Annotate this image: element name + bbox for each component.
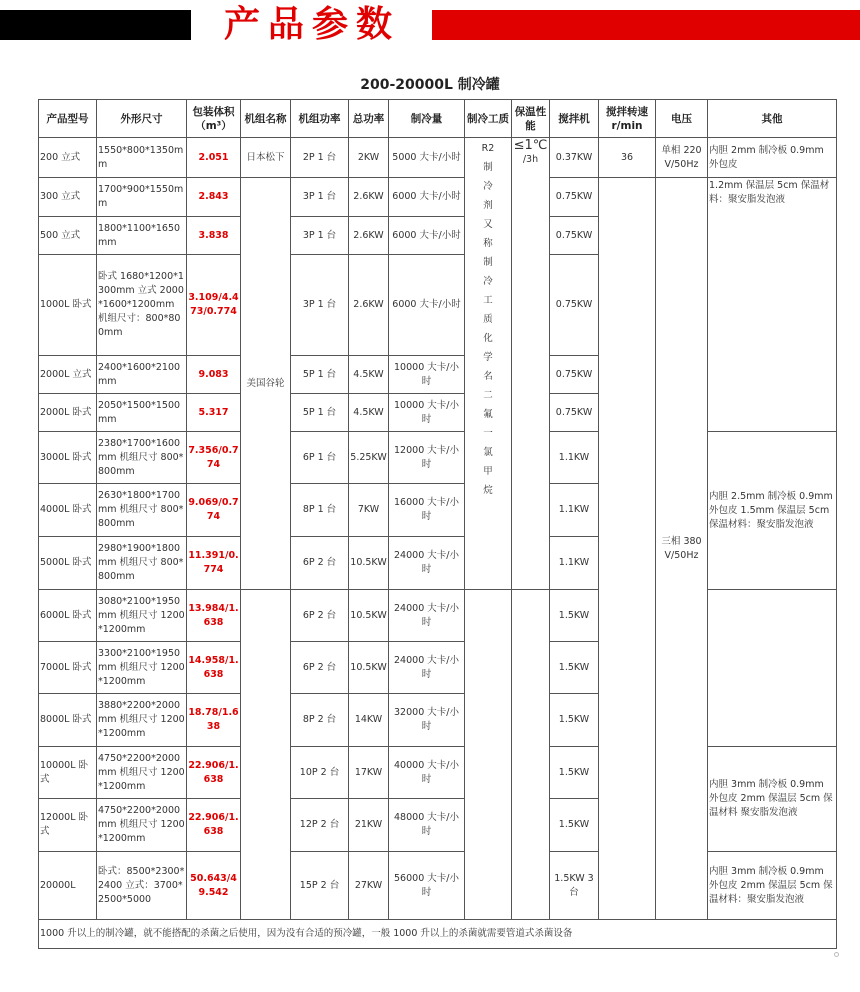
cell-mixer: 1.5KW [550,694,599,747]
cell-power: 3P 1 台 [291,255,349,356]
refrigerant-text: R2 制 冷 剂 又 称 制 冷 工 质 化 学 名 二 氟 一 氯 甲 烷 [481,143,495,496]
col-header-size: 外形尺寸 [97,100,187,138]
cell-mixer: 1.5KW [550,747,599,799]
cell-model: 6000L 卧式 [39,590,97,642]
cell-volume: 7.356/0.774 [187,432,241,484]
cell-mixer: 1.1KW [550,432,599,484]
cell-speed: 36 [599,138,656,178]
cell-volume: 50.643/49.542 [187,852,241,920]
cell-power: 5P 1 台 [291,394,349,432]
table-title: 200-20000L 制冷罐 [360,77,500,93]
cell-mixer: 0.75KW [550,356,599,394]
cell-mixer: 1.1KW [550,537,599,590]
cell-size: 1800*1100*1650mm [97,217,187,255]
cell-cooling: 24000 大卡/小时 [389,590,465,642]
cell-total: 27KW [349,852,389,920]
cell-power: 6P 2 台 [291,642,349,694]
cell-volume: 5.317 [187,394,241,432]
cell-mixer: 0.75KW [550,394,599,432]
col-header-voltage: 电压 [656,100,708,138]
cell-volume: 11.391/0.774 [187,537,241,590]
cell-other-5: 内胆 3mm 制冷板 0.9mm 外包皮 2mm 保温层 5cm 保温材料：聚安脂发泡液 [708,852,837,920]
cell-total: 2KW [349,138,389,178]
cell-model: 12000L 卧式 [39,799,97,852]
cell-cooling: 24000 大卡/小时 [389,537,465,590]
cell-volume: 2.051 [187,138,241,178]
table-row [39,138,837,178]
cell-unit-copeland: 美国谷轮 [241,178,291,590]
cell-total: 14KW [349,694,389,747]
cell-refrigerant [465,138,512,590]
cell-total: 2.6KW [349,178,389,217]
table-note: 1000 升以上的制冷罐，就不能搭配的杀菌之后使用，因为没有合适的预冷罐，一般 1000 升以上的杀菌就需要管道式杀菌设备 [39,920,837,949]
cell-power: 12P 2 台 [291,799,349,852]
cell-voltage-single: 单相 220V/50Hz [656,138,708,178]
cell-model: 2000L 立式 [39,356,97,394]
cell-mixer: 0.37KW [550,138,599,178]
cell-mixer: 1.5KW [550,642,599,694]
cell-cooling: 24000 大卡/小时 [389,642,465,694]
col-header-mixer: 搅拌机 [550,100,599,138]
cell-volume: 18.78/1.638 [187,694,241,747]
col-header-speed: 搅拌转速 r/min [599,100,656,138]
table-row [39,432,837,484]
cell-total: 10.5KW [349,590,389,642]
cell-model: 5000L 卧式 [39,537,97,590]
cell-voltage-three: 三相 380V/50Hz [656,178,708,920]
cell-cooling: 40000 大卡/小时 [389,747,465,799]
cell-total: 7KW [349,484,389,537]
cell-total: 10.5KW [349,537,389,590]
table-row [39,747,837,799]
table-row [39,852,837,920]
cell-volume: 3.109/4.473/0.774 [187,255,241,356]
cell-mixer: 1.5KW [550,590,599,642]
cell-size: 卧式：8500*2300*2400 立式：3700*2500*5000 [97,852,187,920]
cell-model: 4000L 卧式 [39,484,97,537]
cell-mixer: 1.1KW [550,484,599,537]
cell-speed-empty [599,178,656,920]
cell-power: 8P 1 台 [291,484,349,537]
cell-total: 2.6KW [349,255,389,356]
cell-mixer: 1.5KW [550,799,599,852]
cell-volume: 9.083 [187,356,241,394]
cell-size: 2380*1700*1600mm 机组尺寸 800*800mm [97,432,187,484]
cell-size: 4750*2200*2000mm 机组尺寸 1200*1200mm [97,799,187,852]
cell-size: 1550*800*1350mm [97,138,187,178]
cell-power: 10P 2 台 [291,747,349,799]
cell-mixer: 0.75KW [550,217,599,255]
cell-mixer: 0.75KW [550,178,599,217]
cell-size: 3080*2100*1950mm 机组尺寸 1200*1200mm [97,590,187,642]
cell-insulation-empty [512,590,550,920]
col-header-cooling: 制冷量 [389,100,465,138]
cell-cooling: 6000 大卡/小时 [389,255,465,356]
cell-power: 8P 2 台 [291,694,349,747]
cell-size: 2980*1900*1800mm 机组尺寸 800*800mm [97,537,187,590]
cell-total: 2.6KW [349,217,389,255]
cell-size: 1700*900*1550mm [97,178,187,217]
cell-power: 6P 1 台 [291,432,349,484]
cell-refrigerant-empty [465,590,512,920]
cell-unit-panasonic: 日本松下 [241,138,291,178]
decorative-dot [834,952,839,957]
cell-volume: 2.843 [187,178,241,217]
cell-power: 2P 1 台 [291,138,349,178]
cell-model: 300 立式 [39,178,97,217]
header-bar-left [0,10,191,40]
cell-cooling: 16000 大卡/小时 [389,484,465,537]
col-header-power: 机组功率 [291,100,349,138]
cell-cooling: 10000 大卡/小时 [389,356,465,394]
cell-insulation [512,138,550,590]
note-row [39,920,837,949]
cell-cooling: 6000 大卡/小时 [389,178,465,217]
cell-cooling: 10000 大卡/小时 [389,394,465,432]
cell-size: 2630*1800*1700mm 机组尺寸 800*800mm [97,484,187,537]
cell-other-empty [708,590,837,747]
col-header-other: 其他 [708,100,837,138]
cell-total: 17KW [349,747,389,799]
cell-other-2: 1.2mm 保温层 5cm 保温材料：聚安脂发泡液 [708,178,837,432]
col-header-unit: 机组名称 [241,100,291,138]
cell-power: 3P 1 台 [291,217,349,255]
cell-total: 5.25KW [349,432,389,484]
col-header-insulation: 保温性能 [512,100,550,138]
page-title: 产品参数 [223,4,400,45]
cell-size: 2400*1600*2100mm [97,356,187,394]
insulation-line2: /3h [522,154,539,165]
cell-size: 卧式 1680*1200*1300mm 立式 2000*1600*1200mm 机组尺寸：800*800mm [97,255,187,356]
cell-power: 6P 2 台 [291,590,349,642]
table-row [39,178,837,217]
cell-cooling: 48000 大卡/小时 [389,799,465,852]
cell-model: 20000L [39,852,97,920]
cell-volume: 13.984/1.638 [187,590,241,642]
cell-power: 5P 1 台 [291,356,349,394]
cell-cooling: 56000 大卡/小时 [389,852,465,920]
cell-total: 10.5KW [349,642,389,694]
cell-total: 4.5KW [349,356,389,394]
cell-model: 500 立式 [39,217,97,255]
cell-model: 2000L 卧式 [39,394,97,432]
cell-model: 10000L 卧式 [39,747,97,799]
spec-table [38,99,837,949]
col-header-refrigerant: 制冷工质 [465,100,512,138]
cell-cooling: 32000 大卡/小时 [389,694,465,747]
cell-cooling: 6000 大卡/小时 [389,217,465,255]
cell-mixer: 0.75KW [550,255,599,356]
cell-volume: 22.906/1.638 [187,747,241,799]
cell-cooling: 12000 大卡/小时 [389,432,465,484]
cell-size: 3880*2200*2000mm 机组尺寸 1200*1200mm [97,694,187,747]
cell-other-4: 内胆 3mm 制冷板 0.9mm 外包皮 2mm 保温层 5cm 保温材料 聚安脂发泡液 [708,747,837,852]
cell-size: 4750*2200*2000mm 机组尺寸 1200*1200mm [97,747,187,799]
col-header-total: 总功率 [349,100,389,138]
cell-mixer: 1.5KW 3 台 [550,852,599,920]
cell-model: 1000L 卧式 [39,255,97,356]
cell-model: 200 立式 [39,138,97,178]
insulation-line1: ≤1℃ [513,138,548,153]
col-header-volume: 包装体积（m³） [187,100,241,138]
cell-total: 21KW [349,799,389,852]
table-row [39,590,837,642]
cell-model: 3000L 卧式 [39,432,97,484]
cell-volume: 9.069/0.774 [187,484,241,537]
cell-unit-empty [241,590,291,920]
cell-volume: 22.906/1.638 [187,799,241,852]
cell-power: 6P 2 台 [291,537,349,590]
cell-cooling: 5000 大卡/小时 [389,138,465,178]
cell-power: 15P 2 台 [291,852,349,920]
col-header-model: 产品型号 [39,100,97,138]
header-bar-right [432,10,860,40]
cell-total: 4.5KW [349,394,389,432]
cell-model: 8000L 卧式 [39,694,97,747]
cell-other-3: 内胆 2.5mm 制冷板 0.9mm 外包皮 1.5mm 保温层 5cm 保温材料：聚安脂发泡液 [708,432,837,590]
cell-model: 7000L 卧式 [39,642,97,694]
table-header-row [39,100,837,138]
cell-power: 3P 1 台 [291,178,349,217]
cell-volume: 3.838 [187,217,241,255]
cell-size: 2050*1500*1500mm [97,394,187,432]
cell-size: 3300*2100*1950mm 机组尺寸 1200*1200mm [97,642,187,694]
cell-other-1: 内胆 2mm 制冷板 0.9mm 外包皮 [708,138,837,178]
cell-volume: 14.958/1.638 [187,642,241,694]
